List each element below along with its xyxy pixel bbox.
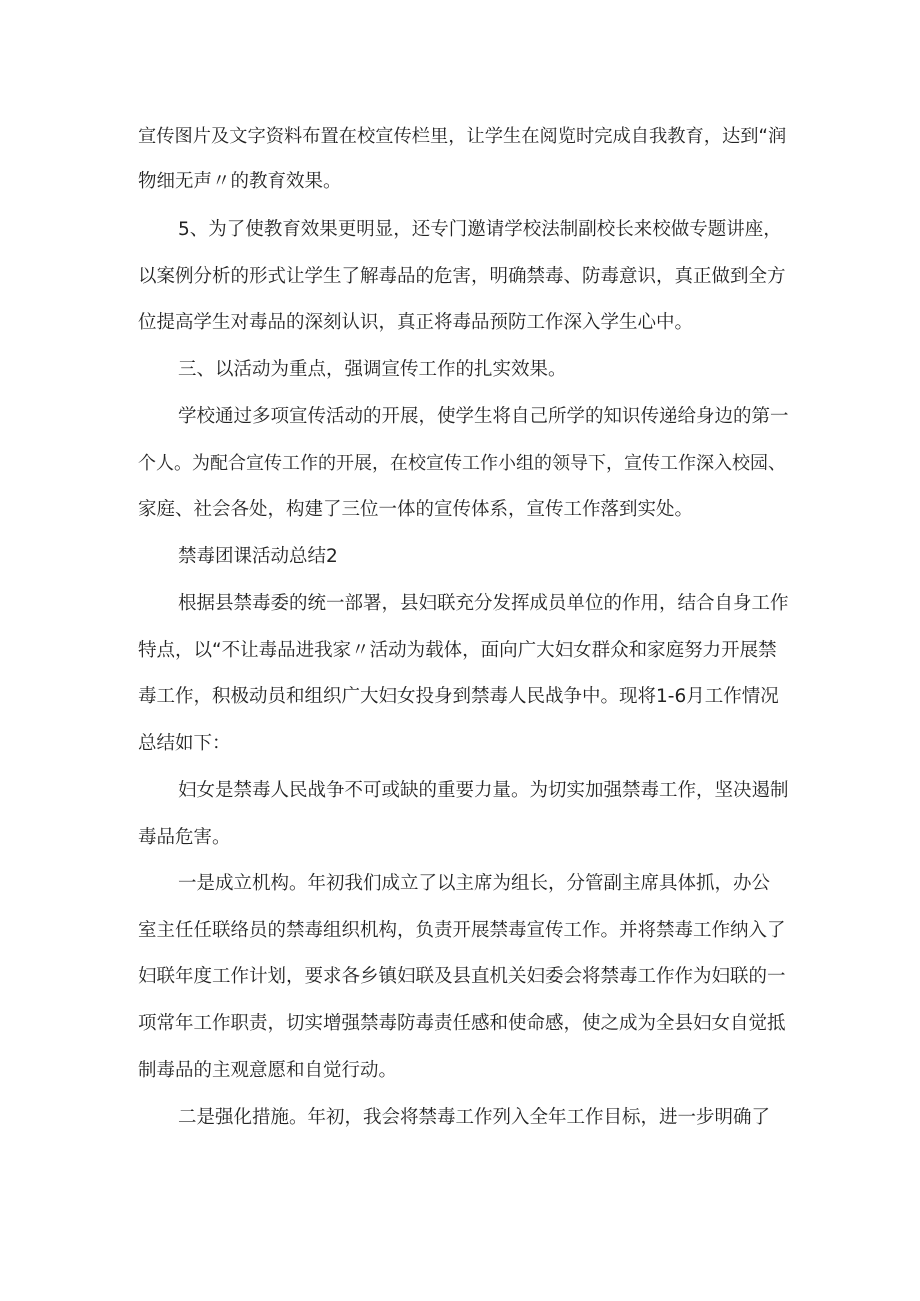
text-line: 室主任任联络员的禁毒组织机构，负责开展禁毒宣传工作。并将禁毒工作纳入了	[138, 920, 786, 941]
section-heading: 三、以活动为重点，强调宣传工作的扎实效果。	[178, 359, 567, 380]
text-line: 宣传图片及文字资料布置在校宣传栏里，让学生在阅览时完成自我教育，达到“润	[138, 126, 787, 147]
text-line: 物细无声〃的教育效果。	[138, 171, 342, 192]
text-line: 妇联年度工作计划，要求各乡镇妇联及县直机关妇委会将禁毒工作作为妇联的一	[138, 966, 786, 987]
text-line: 毒工作，积极动员和组织广大妇女投身到禁毒人民战争中。现将1-6月工作情况	[138, 686, 779, 707]
text-line: 特点，以“不让毒品进我家〃活动为载体，面向广大妇女群众和家庭努力开展禁	[138, 640, 777, 661]
text-line: 二是强化措施。年初，我会将禁毒工作列入全年工作目标，进一步明确了	[178, 1107, 771, 1128]
text-line: 位提高学生对毒品的深刻认识，真正将毒品预防工作深入学生心中。	[138, 312, 694, 333]
text-line: 制毒品的主观意愿和自觉行动。	[138, 1060, 398, 1081]
text-line: 项常年工作职责，切实增强禁毒防毒责任感和使命感，使之成为全县妇女自觉抵	[138, 1013, 786, 1034]
text-line: 以案例分析的形式让学生了解毒品的危害，明确禁毒、防毒意识，真正做到全方	[138, 266, 786, 287]
text-line: 家庭、社会各处，构建了三位一体的宣传体系，宣传工作落到实处。	[138, 499, 694, 520]
text-line: 毒品危害。	[138, 827, 231, 848]
text-line: 根据县禁毒委的统一部署，县妇联充分发挥成员单位的作用，结合自身工作	[178, 593, 789, 614]
text-line: 妇女是禁毒人民战争不可或缺的重要力量。为切实加强禁毒工作，坚决遏制	[178, 780, 789, 801]
text-line: 一是成立机构。年初我们成立了以主席为组长，分管副主席具体抓，办公	[178, 873, 771, 894]
text-line: 个人。为配合宣传工作的开展，在校宣传工作小组的领导下，宣传工作深入校园、	[138, 453, 786, 474]
text-line: 5、为了使教育效果更明显，还专门邀请学校法制副校长来校做专题讲座，	[178, 219, 782, 240]
document-subtitle: 禁毒团课活动总结2	[178, 546, 338, 567]
text-line: 学校通过多项宣传活动的开展，使学生将自己所学的知识传递给身边的第一	[178, 406, 789, 427]
text-line: 总结如下：	[138, 733, 231, 754]
